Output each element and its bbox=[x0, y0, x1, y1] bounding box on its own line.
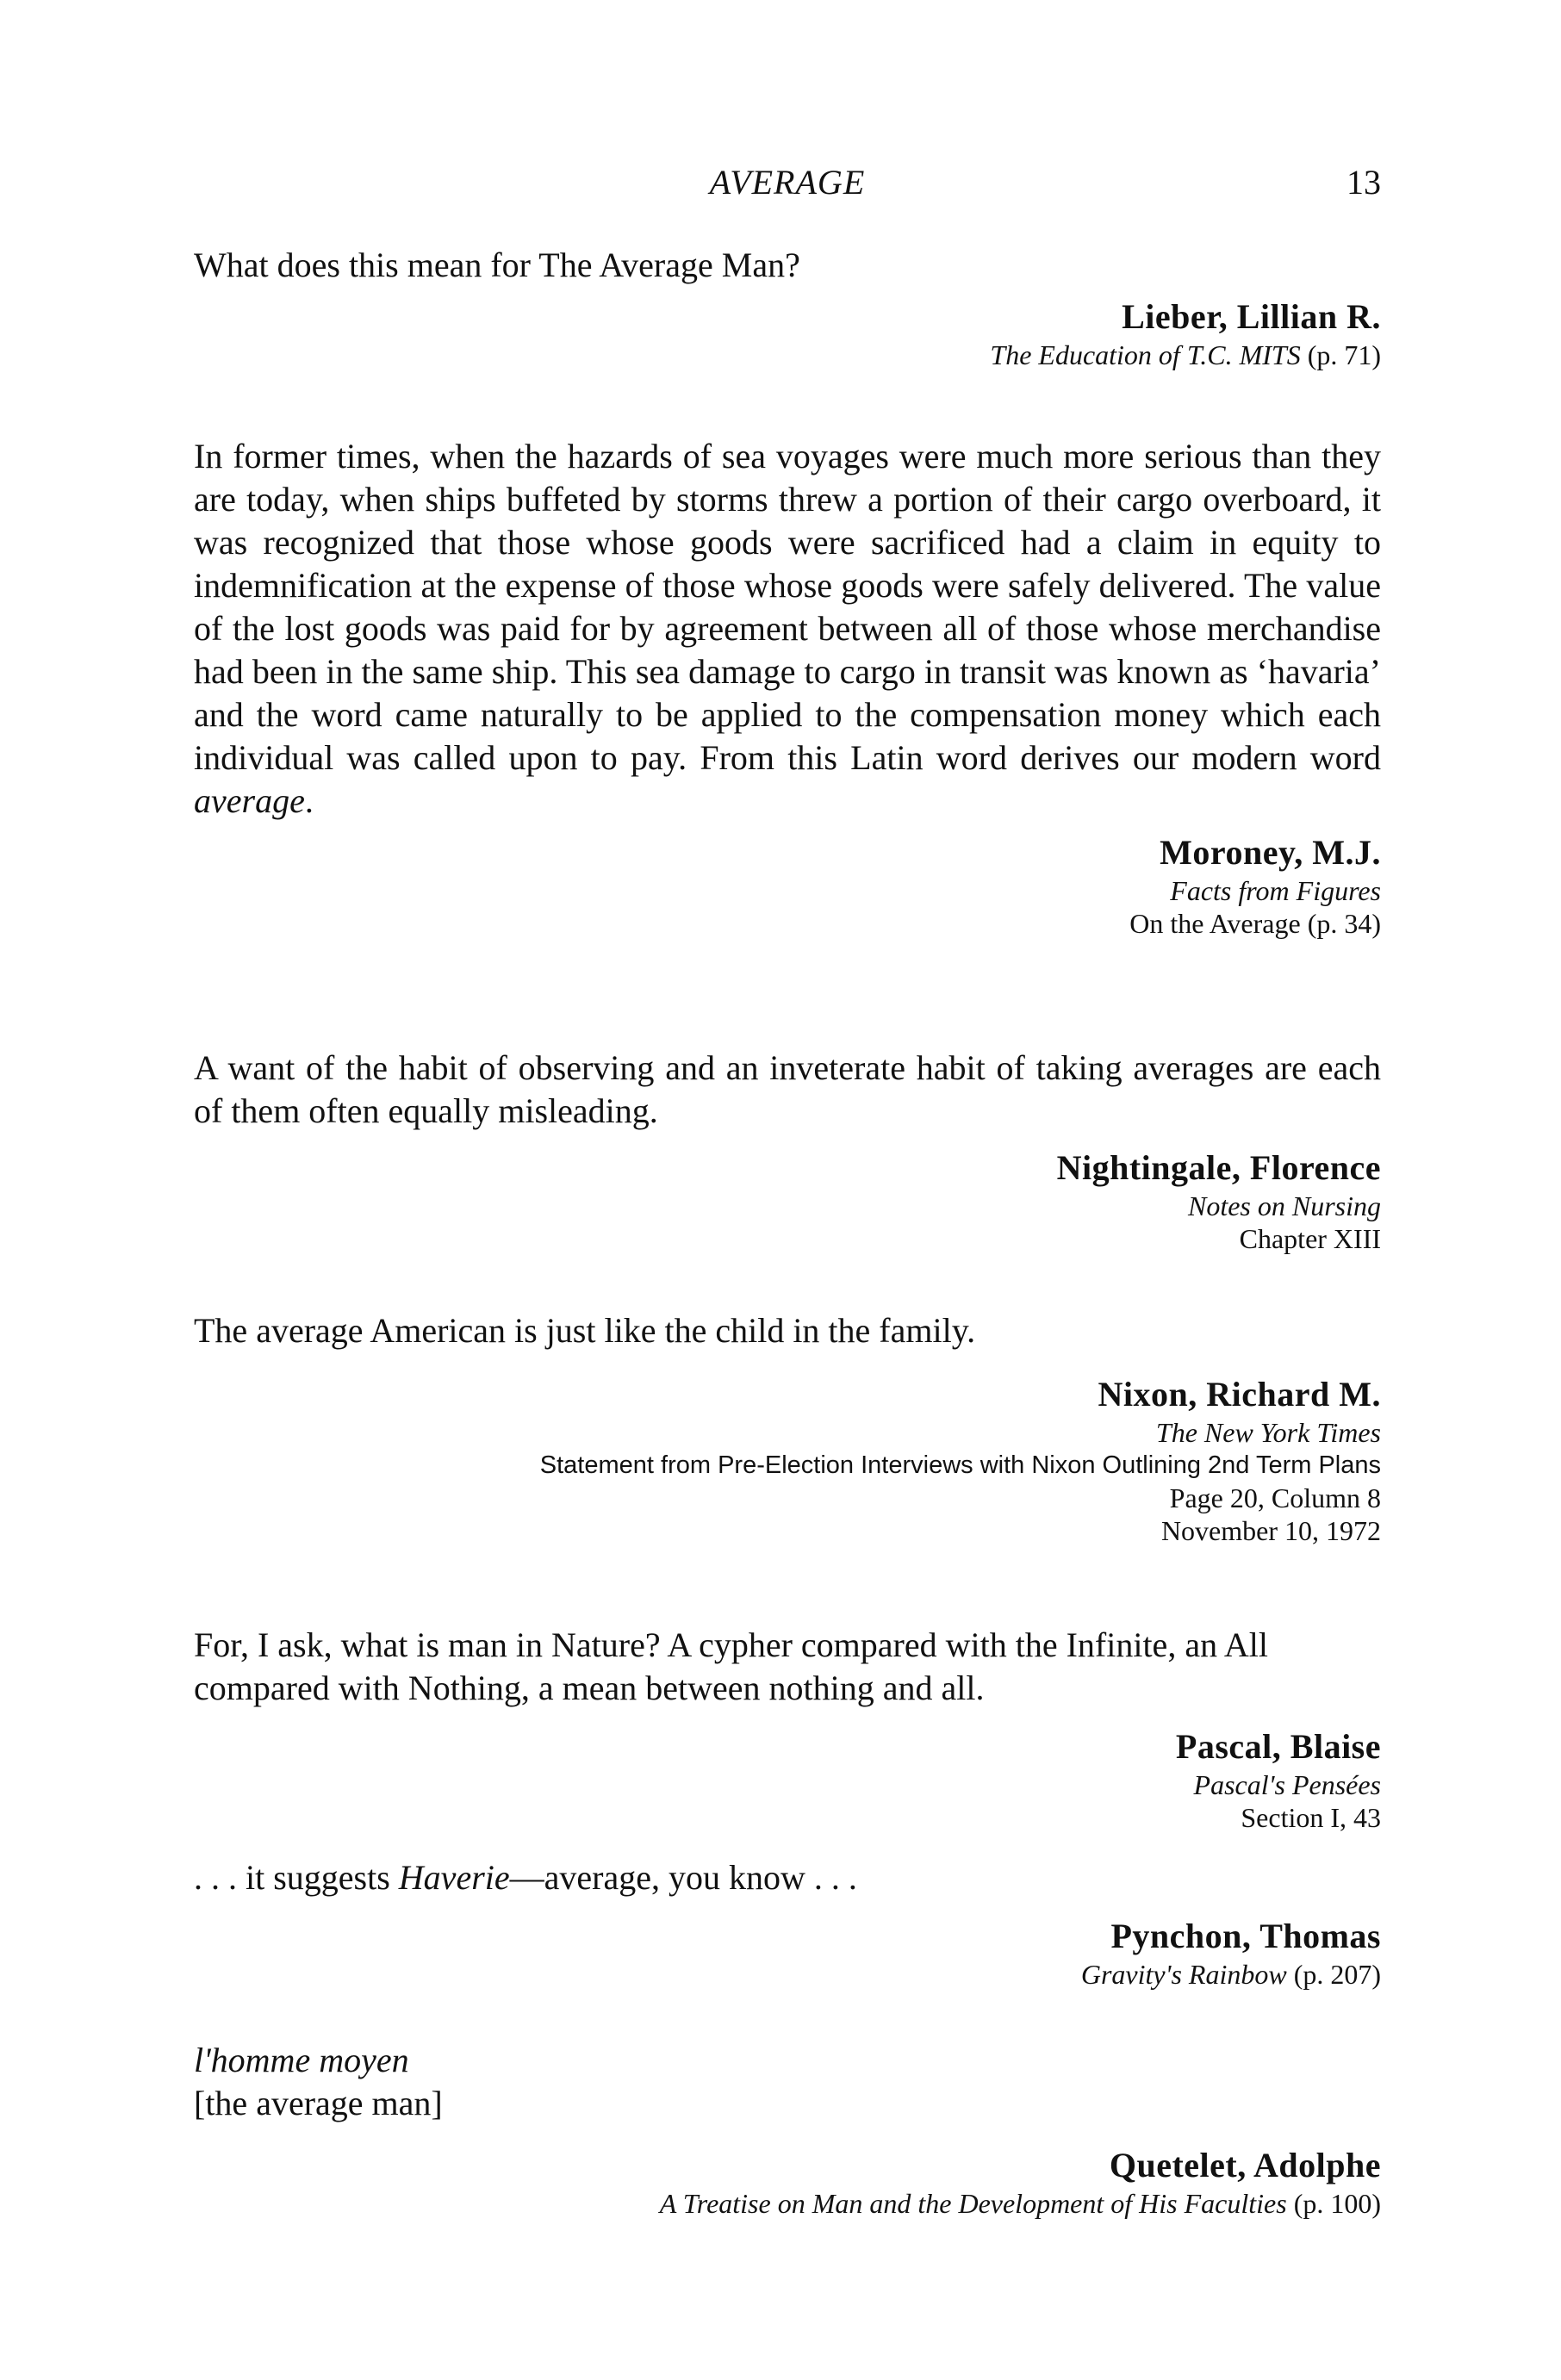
attribution bbox=[194, 1725, 1381, 1834]
quote-text: For, I ask, what is man in Nature? A cypher compared with the Infinite, an All compared with Nothing, a mean between nothing and all. bbox=[194, 1625, 1268, 1707]
quote-italic-phrase: l'homme moyen bbox=[194, 2041, 409, 2079]
source-detail: Page 20, Column 8 bbox=[1169, 1482, 1381, 1513]
quote-entry-quetelet bbox=[194, 2039, 1381, 2220]
source-line bbox=[194, 1958, 1381, 1991]
source-detail: On the Average (p. 34) bbox=[1129, 908, 1381, 939]
author-name: Pascal, Blaise bbox=[1175, 1727, 1381, 1766]
page-number: 13 bbox=[1346, 163, 1381, 202]
running-head bbox=[194, 162, 1381, 205]
source-detail: November 10, 1972 bbox=[1160, 1515, 1381, 1546]
author-name: Nightingale, Florence bbox=[1056, 1148, 1381, 1187]
book-page bbox=[194, 0, 1381, 2380]
author-name: Moroney, M.J. bbox=[1160, 833, 1381, 872]
work-title: The Education of T.C. MITS bbox=[990, 339, 1301, 370]
page-reference: (p. 207) bbox=[1286, 1959, 1381, 1990]
author-name: Lieber, Lillian R. bbox=[1122, 297, 1381, 336]
quote-text bbox=[194, 1856, 1381, 1899]
quote-entry-moroney bbox=[194, 435, 1381, 940]
work-title: Pascal's Pensées bbox=[1193, 1769, 1381, 1800]
quote-main: In former times, when the hazards of sea voyages were much more serious than they are today, when ships buffeted by storms threw a portion of their cargo overboard, it was recognized that those whose goods were sacrificed had a claim in equity to indemnification at the expense of those whose goods were safely delivered. The value of the lost goods was paid for by agreement between all of those whose merchandise had been in the same ship. This sea damage to cargo in transit was known as ‘havaria’ and the word came naturally to be applied to the compensation money which each individual was called upon to pay. From this Latin word derives our modern word bbox=[194, 437, 1381, 777]
source-detail: Statement from Pre-Election Interviews with Nixon Outlining 2nd Term Plans bbox=[539, 1451, 1381, 1479]
quote-italic-word: Haverie bbox=[398, 1858, 510, 1897]
quote-text bbox=[194, 2039, 1381, 2125]
quote-start: . . . it suggests bbox=[194, 1858, 399, 1897]
quote-text: A want of the habit of observing and an inveterate habit of taking averages are each of them often equally misleading. bbox=[194, 1048, 1381, 1130]
source-detail: Chapter XIII bbox=[1239, 1223, 1381, 1254]
quote-translation: [the average man] bbox=[194, 2084, 443, 2122]
attribution bbox=[194, 295, 1381, 371]
quote-end: . bbox=[304, 781, 314, 820]
quote-text bbox=[194, 435, 1381, 823]
quote-entry-lieber bbox=[194, 244, 1381, 371]
attribution bbox=[194, 1147, 1381, 1255]
source-line bbox=[194, 2187, 1381, 2220]
attribution bbox=[194, 831, 1381, 940]
quote-text: What does this mean for The Average Man? bbox=[194, 245, 800, 284]
author-name: Pynchon, Thomas bbox=[1110, 1917, 1381, 1955]
page-reference: (p. 100) bbox=[1286, 2188, 1381, 2219]
work-title: The New York Times bbox=[1155, 1417, 1381, 1448]
author-name: Nixon, Richard M. bbox=[1098, 1375, 1381, 1414]
quote-entry-nightingale bbox=[194, 1047, 1381, 1255]
quote-text: The average American is just like the child in the family. bbox=[194, 1311, 976, 1350]
attribution bbox=[194, 1915, 1381, 1991]
quote-entry-pynchon bbox=[194, 1856, 1381, 1991]
quote-end: —average, you know . . . bbox=[509, 1858, 857, 1897]
work-title: A Treatise on Man and the Development of His Faculties bbox=[659, 2188, 1287, 2219]
page-reference: (p. 71) bbox=[1300, 339, 1381, 370]
source-detail: Section I, 43 bbox=[1241, 1802, 1381, 1833]
attribution bbox=[194, 1373, 1381, 1547]
work-title: Notes on Nursing bbox=[1187, 1190, 1381, 1221]
attribution bbox=[194, 2144, 1381, 2220]
running-title: AVERAGE bbox=[709, 163, 866, 202]
source-line bbox=[194, 339, 1381, 371]
work-title: Facts from Figures bbox=[1170, 875, 1381, 906]
quote-italic-word: average bbox=[194, 781, 305, 820]
quote-entry-nixon bbox=[194, 1309, 1381, 1547]
quote-entry-pascal bbox=[194, 1624, 1381, 1834]
author-name: Quetelet, Adolphe bbox=[1109, 2146, 1381, 2184]
work-title: Gravity's Rainbow bbox=[1080, 1959, 1287, 1990]
